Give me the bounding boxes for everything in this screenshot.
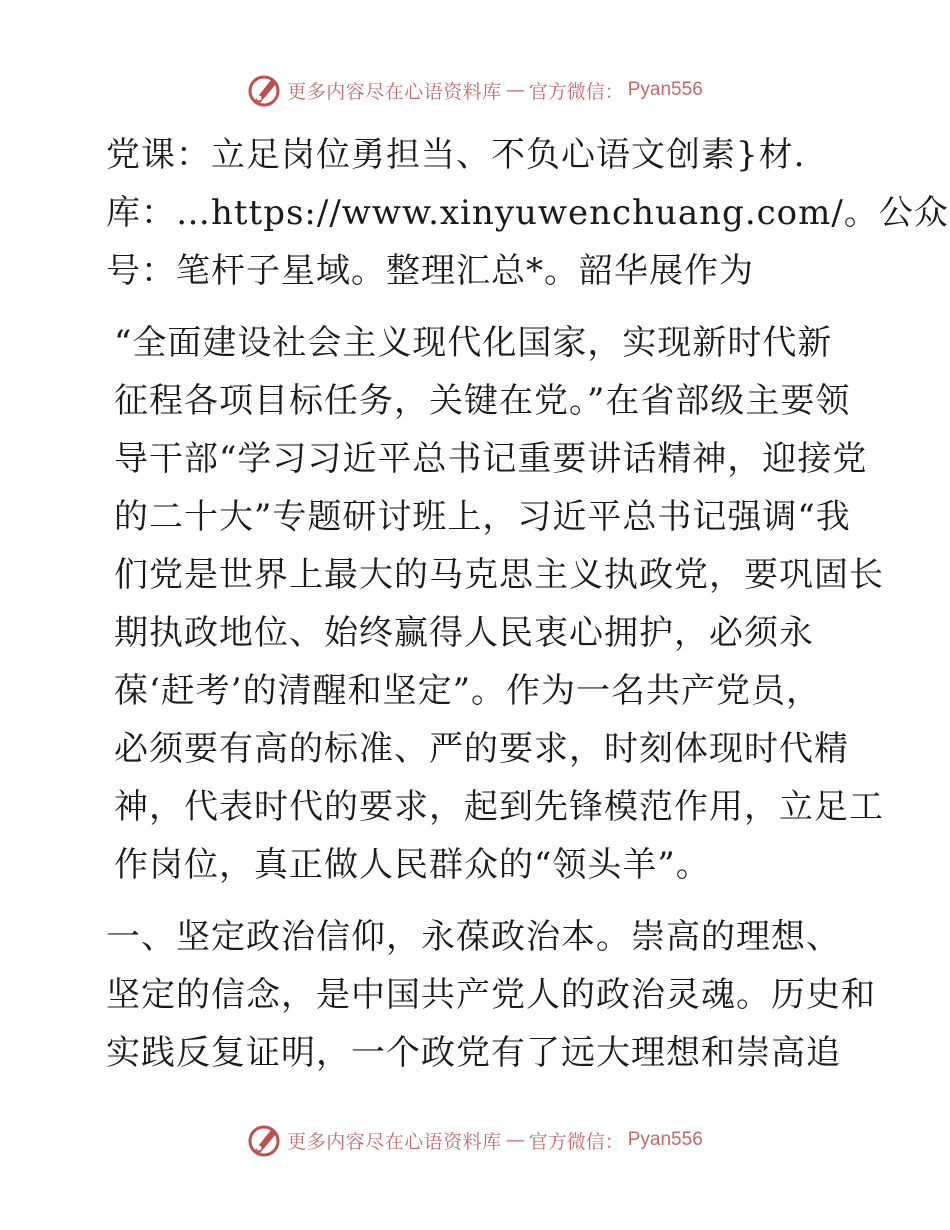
text-line: “全面建设社会主义现代化国家，实现新时代新: [114, 323, 833, 363]
text-line: 必须要有高的标准、严的要求，时刻体现时代精: [114, 729, 849, 769]
banner-wechat-label: 官方微信：: [528, 1130, 624, 1153]
text-line: 葆‘赶考’的清醒和坚定”。作为一名共产党员，: [114, 671, 821, 711]
document-body: [98, 126, 949, 1082]
pen-logo-icon: [247, 72, 283, 108]
body-paragraph-section-one: [98, 908, 876, 1082]
text-line: 导干部“学习习近平总书记重要讲话精神，迎接党: [114, 439, 868, 479]
header-line: 党课：立足岗位勇担当、不负心语文创素}材.: [106, 135, 806, 175]
banner-wechat-id: Pyan556: [627, 1129, 703, 1150]
pen-logo-icon: [247, 1122, 283, 1158]
text-line: 坚定的信念，是中国共产党人的政治灵魂。历史和: [106, 975, 876, 1015]
header-line: 库：…https://www.xinyuwenchuang.com/。公众: [106, 193, 949, 233]
top-banner: [0, 68, 950, 112]
banner-separator: —: [505, 1129, 525, 1151]
text-line: 征程各项目标任务，关键在党。”在省部级主要领: [114, 381, 851, 421]
text-line: 神，代表时代的要求，起到先锋模范作用，立足工: [114, 787, 884, 827]
bottom-banner: [0, 1118, 950, 1162]
banner-text: 更多内容尽在心语资料库: [287, 1130, 502, 1153]
banner-separator: —: [505, 79, 525, 101]
text-line: 实践反复证明，一个政党有了远大理想和崇高追: [106, 1033, 841, 1073]
text-line: 一、坚定政治信仰，永葆政治本。崇高的理想、: [106, 917, 841, 957]
text-line: 作岗位，真正做人民群众的“领头羊”。: [114, 845, 711, 885]
banner-text: 更多内容尽在心语资料库: [287, 80, 502, 103]
banner-wechat-label: 官方微信：: [528, 80, 624, 103]
header-line: 号：笔杆子星域。整理汇总*。韶华展作为: [106, 251, 754, 291]
text-line: 们党是世界上最大的马克思主义执政党，要巩固长: [114, 555, 884, 595]
text-line: 的二十大”专题研讨班上，习近平总书记强调“我: [114, 497, 851, 537]
header-paragraph: [98, 126, 949, 300]
text-line: 期执政地位、始终赢得人民衷心拥护，必须永: [114, 613, 814, 653]
banner-wechat-id: Pyan556: [627, 79, 703, 100]
body-paragraph-intro: [98, 314, 884, 894]
